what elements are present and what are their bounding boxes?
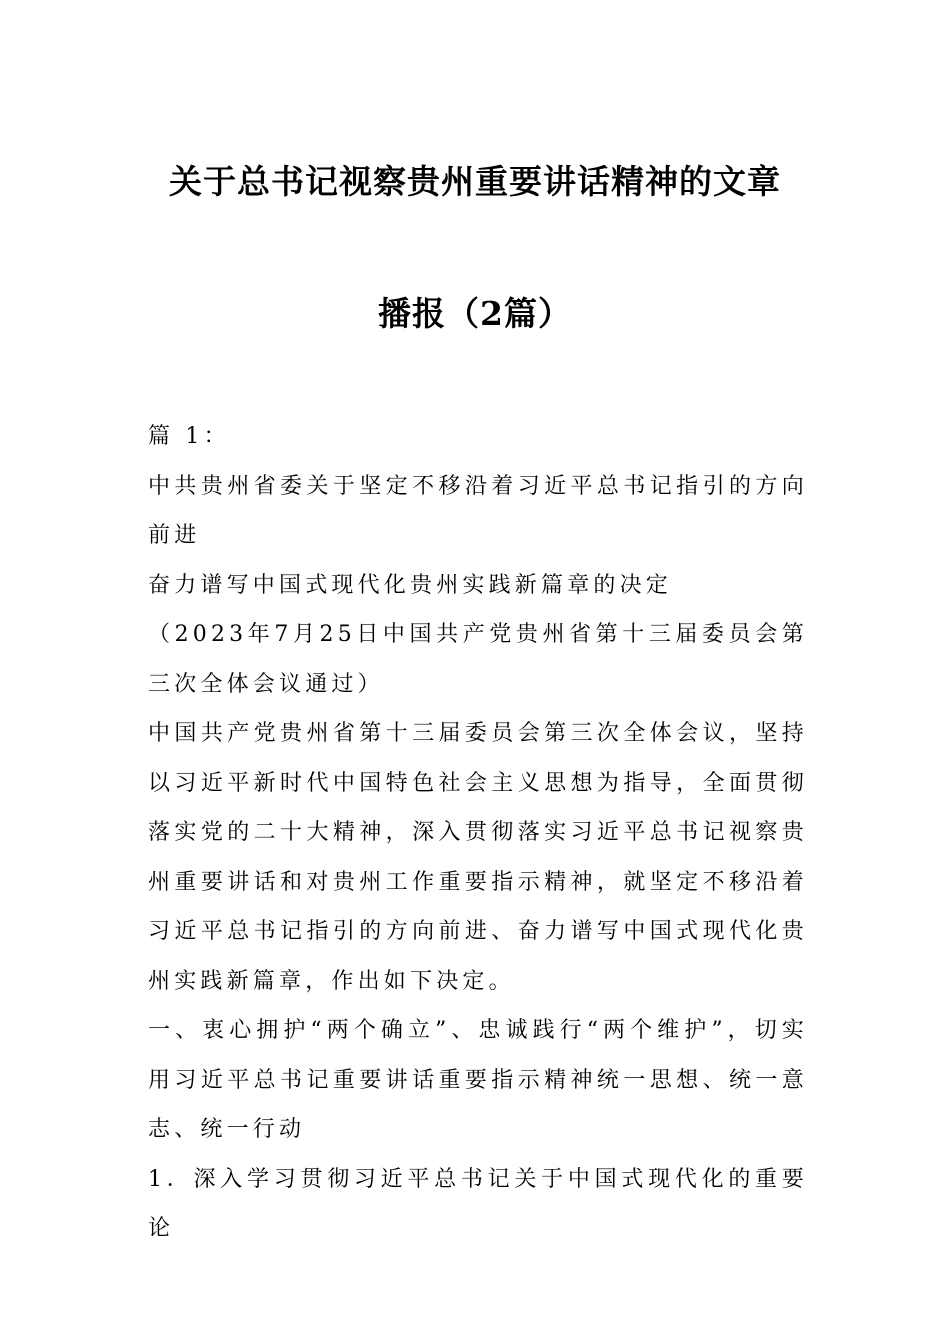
- section-label: 篇 1：: [148, 424, 230, 449]
- numbered-item-1: 1．深入学习贯彻习近平总书记关于中国式现代化的重要论: [148, 1166, 808, 1241]
- decision-title-line-1: 中共贵州省委关于坚定不移沿着习近平总书记指引的方向前进: [148, 473, 808, 548]
- adoption-note: （2023年7月25日中国共产党贵州省第十三届委员会第三次全体会议通过）: [148, 622, 808, 697]
- document-title: [0, 148, 950, 348]
- body-paragraph: 中国共产党贵州省第十三届委员会第三次全体会议，坚持以习近平新时代中国特色社会主义思想为指导，全面贯彻落实党的二十大精神，深入贯彻落实习近平总书记视察贵州重要讲话和对贵州工作重要指示精神，就坚定不移沿着习近平总书记指引的方向前进、奋力谱写中国式现代化贵州实践新篇章，作出如下决定。: [148, 721, 808, 994]
- document-body: [148, 412, 808, 1254]
- title-line-1: 关于总书记视察贵州重要讲话精神的文章: [169, 162, 781, 201]
- section-heading-1: 一、衷心拥护“两个确立”、忠诚践行“两个维护”，切实用习近平总书记重要讲话重要指示精神统一思想、统一意志、统一行动: [148, 1018, 808, 1142]
- title-line-2: 播报（2篇）: [378, 294, 572, 333]
- decision-title-line-2: 奋力谱写中国式现代化贵州实践新篇章的决定: [148, 572, 673, 598]
